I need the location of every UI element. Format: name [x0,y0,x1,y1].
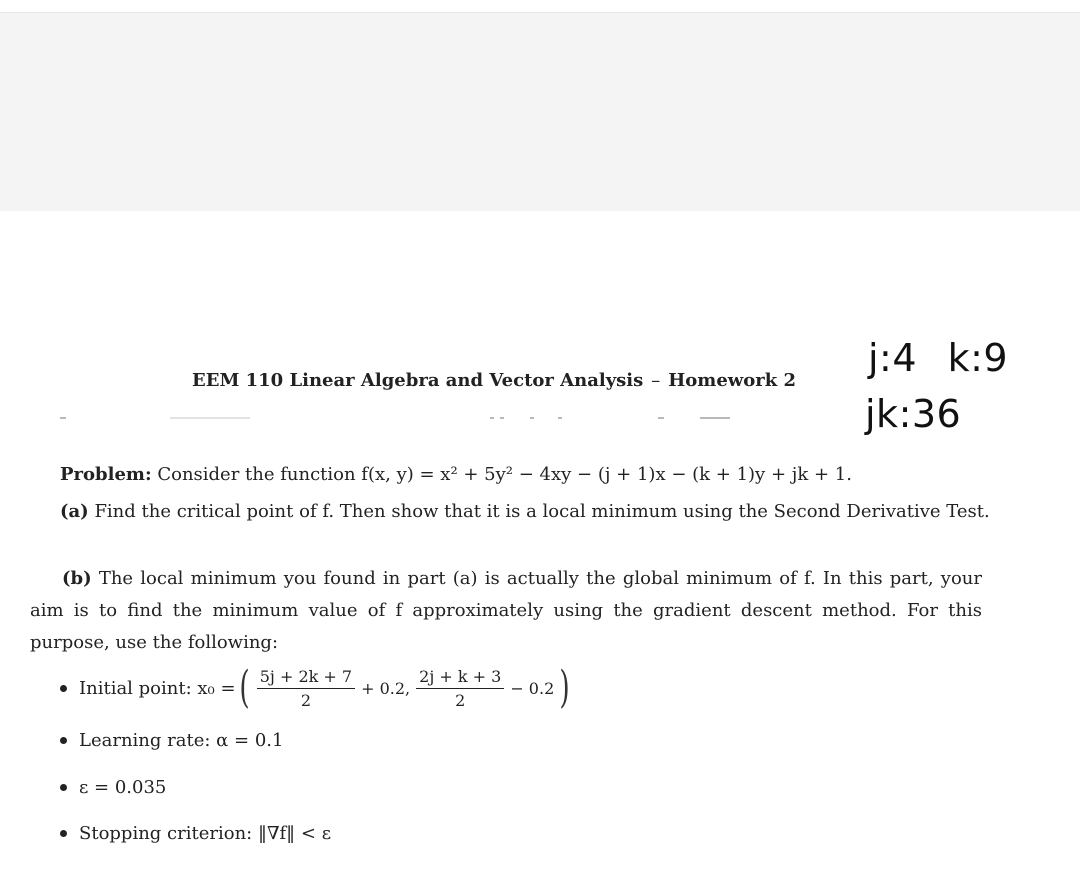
initial-point-label: Initial point: [79,677,192,699]
learning-rate-text: Learning rate: α = 0.1 [79,730,284,751]
fraction-y-numerator: 2j + k + 3 [416,667,504,689]
part-b-text: The local minimum you found in part (a) is actually the global minimum of f. In this part, your aim is to find the minimum value of f approximately using the gradient descent method. For this purpose, use the following: [30,568,982,653]
initial-point-var: x₀ = [197,677,236,699]
part-a-text: Find the critical point of f. Then show that it is a local minimum using the Second Derivative Test. [94,501,990,522]
header-separator: – [651,370,661,391]
bullet-dot [60,737,67,744]
problem-text: Consider the function f(x, y) = x² + 5y² − 4xy − (j + 1)x − (k + 1)y + jk + 1. [157,464,852,485]
problem-label: Problem: [60,464,152,485]
y-offset: − 0.2 [510,678,555,698]
problem-statement [60,459,852,491]
bullet-dot [60,685,67,692]
fraction-y-denominator: 2 [455,690,466,710]
left-paren: ( [239,662,250,713]
bullet-epsilon [60,777,166,798]
course-title: EEM 110 Linear Algebra and Vector Analysis [192,370,644,391]
bullet-initial-point [60,662,573,713]
x-offset: + 0.2, [361,678,411,698]
part-b [30,563,982,659]
handwritten-note-jk-values: j:4 k:9 [868,336,1009,380]
handwritten-note-jk-product: jk:36 [865,392,962,436]
bullet-learning-rate [60,730,283,751]
fraction-x [257,667,355,710]
fraction-x-denominator: 2 [300,690,312,710]
bullet-stopping-criterion [60,823,331,844]
bullet-dot [60,784,67,791]
part-b-label: (b) [62,568,92,589]
assignment-title: Homework 2 [668,370,797,391]
page-header [192,370,796,391]
bullet-dot [60,830,67,837]
part-a [60,496,990,528]
fraction-y [416,667,504,710]
top-gray-band [0,12,1080,211]
right-paren: ) [559,662,570,713]
epsilon-text: ε = 0.035 [79,777,167,798]
stopping-criterion-text: Stopping criterion: ‖∇f‖ < ε [79,823,332,844]
faint-cut-line [60,413,760,425]
fraction-x-numerator: 5j + 2k + 7 [257,667,355,689]
part-a-label: (a) [60,501,89,522]
